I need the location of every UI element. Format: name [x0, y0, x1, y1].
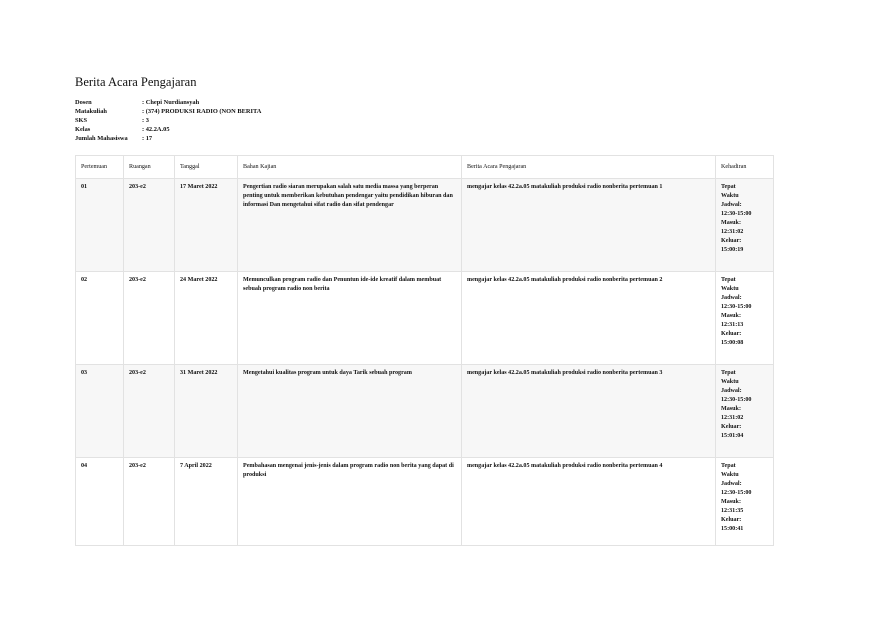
- attendance-line: Keluar:: [721, 238, 742, 244]
- attendance-line: 15:00:19: [721, 247, 744, 253]
- attendance-line: 12:31:02: [721, 415, 744, 421]
- info-value: : Chepi Nurdiansyah: [142, 99, 200, 106]
- cell-ruangan: 203-e2: [124, 272, 175, 365]
- cell-tanggal: 7 April 2022: [175, 458, 238, 546]
- attendance-line: 15:00:08: [721, 340, 744, 346]
- cell-kehadiran: [716, 365, 774, 458]
- attendance-line: Jadwal:: [721, 388, 742, 394]
- header-tanggal: Tanggal: [175, 156, 238, 179]
- attendance-line: Keluar:: [721, 331, 742, 337]
- cell-kehadiran: [716, 272, 774, 365]
- table-row: [76, 365, 774, 458]
- info-label: Dosen: [75, 99, 92, 106]
- attendance-line: Tepat: [721, 277, 736, 283]
- attendance-line: Jadwal:: [721, 295, 742, 301]
- page-title: Berita Acara Pengajaran: [75, 75, 197, 89]
- cell-tanggal: 24 Maret 2022: [175, 272, 238, 365]
- attendance-line: Masuk:: [721, 406, 741, 412]
- attendance-line: 12:30-15:00: [721, 211, 752, 217]
- cell-berita-acara: mengajar kelas 42.2a.05 matakuliah produksi radio nonberita pertemuan 4: [462, 458, 716, 546]
- cell-ruangan: 203-e2: [124, 179, 175, 272]
- attendance-line: 12:30-15:00: [721, 397, 752, 403]
- cell-kehadiran: [716, 179, 774, 272]
- info-label: Kelas: [75, 125, 91, 133]
- attendance-line: 12:30-15:00: [721, 490, 752, 496]
- attendance-line: Jadwal:: [721, 481, 742, 487]
- cell-bahan-kajian: Mengetahui kualitas program untuk daya Tarik sebuah program: [238, 365, 462, 458]
- info-row-sks: [75, 117, 261, 126]
- attendance-line: Keluar:: [721, 517, 742, 523]
- attendance-line: Tepat: [721, 463, 736, 469]
- info-row-dosen: [75, 99, 261, 108]
- attendance-line: 12:31:02: [721, 229, 744, 235]
- cell-pertemuan: 04: [76, 458, 124, 546]
- attendance-line: 12:30-15:00: [721, 304, 752, 310]
- info-value: : 17: [142, 134, 153, 142]
- attendance-line: Tepat: [721, 370, 736, 376]
- attendance-line: Masuk:: [721, 313, 741, 319]
- info-label: Matakuliah: [75, 107, 107, 115]
- cell-pertemuan: 01: [76, 179, 124, 272]
- table-header-row: [76, 156, 774, 179]
- cell-berita-acara: mengajar kelas 42.2a.05 matakuliah produksi radio nonberita pertemuan 3: [462, 365, 716, 458]
- attendance-line: Masuk:: [721, 499, 741, 505]
- header-pertemuan: Pertemuan: [76, 156, 124, 179]
- attendance-line: Keluar:: [721, 424, 742, 430]
- cell-ruangan: 203-e2: [124, 458, 175, 546]
- attendance-line: Waktu: [721, 286, 739, 292]
- attendance-line: Waktu: [721, 193, 739, 199]
- cell-kehadiran: [716, 458, 774, 546]
- info-row-matakuliah: [75, 108, 261, 117]
- attendance-line: 12:31:35: [721, 508, 744, 514]
- info-row-jumlah-mahasiswa: [75, 135, 261, 144]
- info-value: : (374) PRODUKSI RADIO (NON BERITA: [142, 107, 262, 115]
- attendance-line: 15:01:04: [721, 433, 744, 439]
- cell-bahan-kajian: Memunculkan program radio dan Penuntun ide-ide kreatif dalam membuat sebuah program radio non berita: [238, 272, 462, 365]
- cell-bahan-kajian: Pembahasan mengenai jenis-jenis dalam program radio non berita yang dapat di produksi: [238, 458, 462, 546]
- header-kehadiran: Kehadiran: [716, 156, 774, 179]
- table-row: [76, 458, 774, 546]
- attendance-line: 12:31:13: [721, 322, 744, 328]
- attendance-line: Masuk:: [721, 220, 741, 226]
- info-row-kelas: [75, 126, 261, 135]
- info-value: : 3: [142, 116, 149, 124]
- teaching-report-table: [75, 155, 774, 546]
- attendance-line: 15:00:41: [721, 526, 744, 532]
- table-row: [76, 179, 774, 272]
- header-ruangan: Ruangan: [124, 156, 175, 179]
- attendance-line: Waktu: [721, 379, 739, 385]
- table-row: [76, 272, 774, 365]
- cell-tanggal: 31 Maret 2022: [175, 365, 238, 458]
- header-berita-acara: Berita Acara Pengajaran: [462, 156, 716, 179]
- cell-pertemuan: 02: [76, 272, 124, 365]
- info-label: Jumlah Mahasiswa: [75, 134, 128, 142]
- course-info: [75, 99, 261, 144]
- cell-ruangan: 203-e2: [124, 365, 175, 458]
- cell-berita-acara: mengajar kelas 42.2a.05 matakuliah produksi radio nonberita pertemuan 1: [462, 179, 716, 272]
- attendance-line: Jadwal:: [721, 202, 742, 208]
- cell-berita-acara: mengajar kelas 42.2a.05 matakuliah produksi radio nonberita pertemuan 2: [462, 272, 716, 365]
- cell-tanggal: 17 Maret 2022: [175, 179, 238, 272]
- info-value: : 42.2A.05: [142, 125, 170, 133]
- cell-bahan-kajian: Pengertian radio siaran merupakan salah satu media massa yang berperan penting untuk memberikan kebutuhan pendengar yaitu pendidikan hiburan dan informasi Dan mengetahui sifat radio dan sifat pendengar: [238, 179, 462, 272]
- header-bahan-kajian: Bahan Kajian: [238, 156, 462, 179]
- attendance-line: Waktu: [721, 472, 739, 478]
- info-label: SKS: [75, 116, 88, 124]
- cell-pertemuan: 03: [76, 365, 124, 458]
- attendance-line: Tepat: [721, 184, 736, 190]
